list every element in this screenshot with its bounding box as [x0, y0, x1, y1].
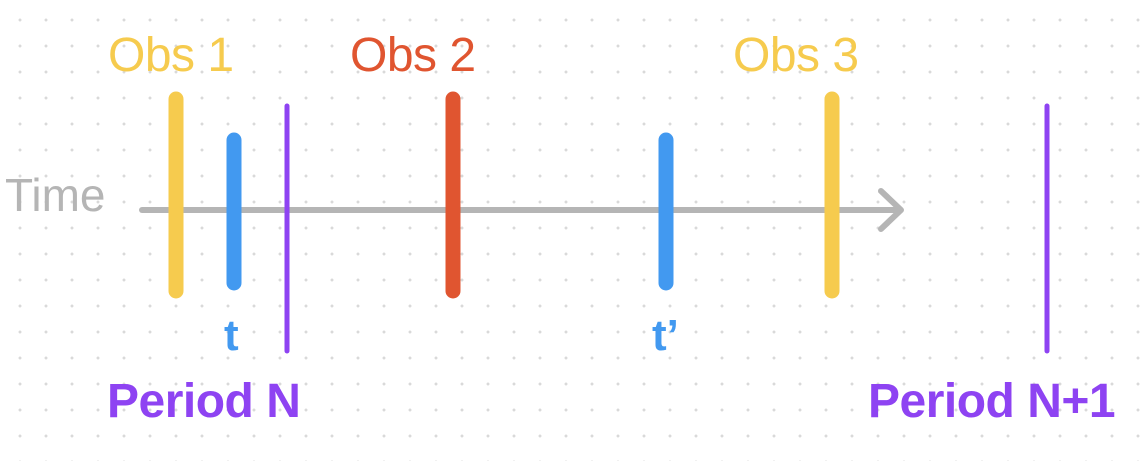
t-prime-label: t’	[652, 311, 679, 360]
period-n-label: Period N	[107, 375, 301, 428]
t-label: t	[224, 311, 239, 360]
period-n-plus-1-label: Period N+1	[868, 375, 1116, 428]
time-axis-label: Time	[5, 169, 106, 221]
obs-2-label: Obs 2	[350, 29, 476, 82]
obs-1-label: Obs 1	[108, 29, 234, 82]
obs-3-label: Obs 3	[733, 29, 859, 82]
